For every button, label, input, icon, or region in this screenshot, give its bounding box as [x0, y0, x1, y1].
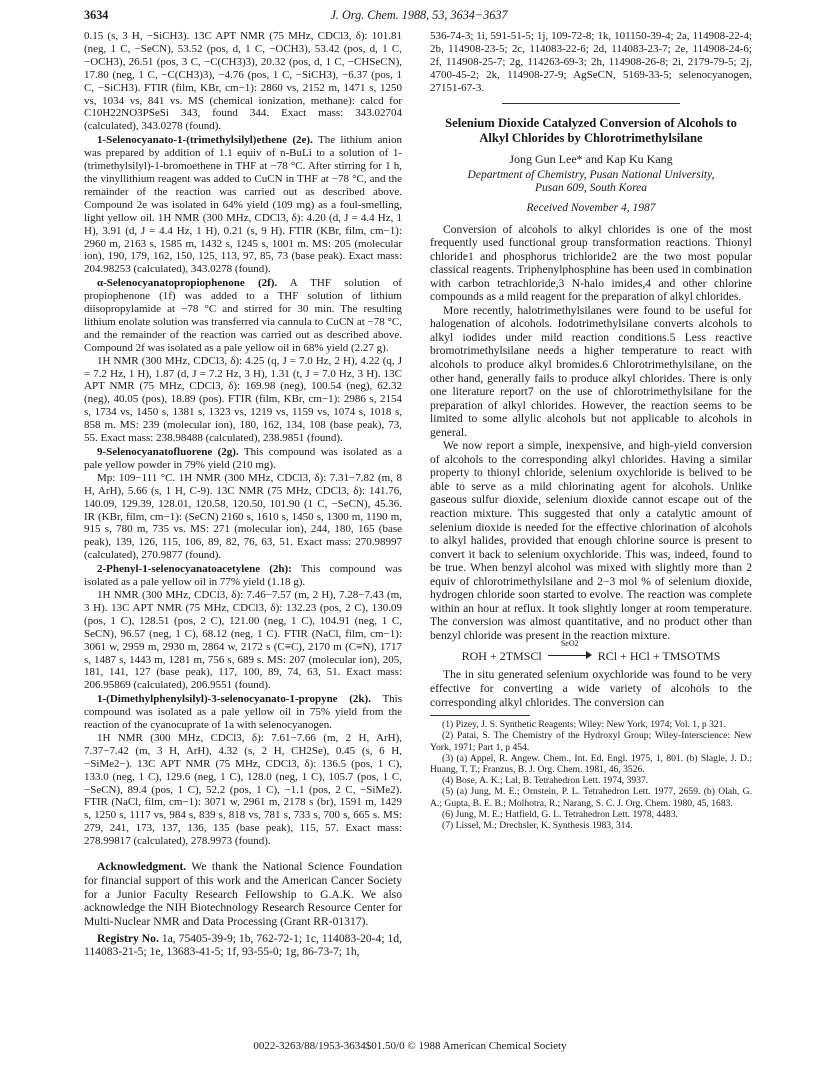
article-authors: Jong Gun Lee* and Kap Ku Kang — [509, 151, 673, 166]
body-paragraph-2: More recently, halotrimethylsilanes were found to be useful for halogenation of alcohols. Iodotrimethylsilane converts alcohols to alkyl iodides under mild reaction conditions.5 Less reactive bromotrimethylsilane needs a higher temperature to react with alcohols to produce alkyl bromides.6 Chlorotrimethylsilane, on the other hand, generally fails to produce alkyl chlorides. There is only one literature report7 on the use of chlorotrimethylsilane for the preparation of alkyl chlorides. However, the reaction seems to be limited to some allylic alcohols but not applicable to alcohols in general. — [430, 303, 752, 439]
affiliation — [430, 169, 752, 196]
footnote-2: (2) Patai, S. The Chemistry of the Hydroxyl Group; Wiley-Interscience: New York, 1971; Part 1, p 454. — [430, 730, 752, 753]
equation-reactants: ROH + 2TMSCl — [461, 648, 542, 663]
compound-2g-heading: 9-Selenocyanatofluorene (2g). — [97, 446, 239, 458]
received-date: Received November 4, 1987 — [526, 201, 656, 214]
body-paragraph-1: Conversion of alcohols to alkyl chlorides is one of the most frequently used functional group transformation reactions. Thionyl chloride1 and phosphorus trichloride2 are the two most popular classical reagents. Triphenylphosphine has been used in combination with carbon tetrachloride,3 N-halo imides,4 and other chlorine compounds as a mild reagent for the preparation of alkyl chlorides. — [430, 222, 752, 304]
footnote-5: (5) (a) Jung, M. E.; Ornstein, P. L. Tetrahedron Lett. 1977, 2659. (b) Olah, G. A.; Gupta, B. E. B.; Molhotra, R.; Narang, S. C. J. Org. Chem. 1980, 45, 1683. — [430, 786, 752, 809]
compound-2e-paragraph: 1-Selenocyanato-1-(trimethylsilyl)ethene (2e). The lithium anion was prepared by addition of 1.1 equiv of n-BuLi to a solution of 1-(trimethylsilyl)-1-bromoethene in THF at −78 °C. After stirring for 1 h, the vinyllithium reagent was added to CuCN in THF at −78 °C, and the remainder of the reaction was carried out as described above. Compound 2e was isolated in 64% yield (109 mg) as a foul-smelling, light yellow oil. 1H NMR (300 MHz, CDCl3, δ): 4.20 (d, J = 4.4 Hz, 1 H), 3.91 (d, J = 4.4 Hz, 1 H), 0.21 (s, 9 H). FTIR (KBr, film, cm−1): 2960 m, 2163 s, 1585 m, 1432 s, 1245 s, 1001 m. MS: 205 (molecular ion), 190, 179, 162, 150, 125, 113, 97, 85, 73 (base peak). Exact mass: 204.98253 (calculated), 343.0278 (found). — [84, 134, 402, 276]
left-column — [84, 30, 402, 959]
compound-2g-data: Mp: 109−111 °C. 1H NMR (300 MHz, CDCl3, δ): 7.31−7.82 (m, 8 H, ArH), 5.66 (s, 1 H, C-9). 13C NMR (75 MHz, CDCl3, δ): 141.76, 140.09, 129.39, 128.01, 120.58, 120.50, 101.90 (1 C, −SeCN), 45.36. IR (KBr, film, cm−1): (SeCN) 2160 s, 1610 s, 1450 s, 1300 m, 1190 m, 915 s, 780 m, 735 vs. MS: 271 (molecular ion), 244, 180, 165 (base peak), 139, 126, 115, 106, 89, 82, 76, 63, 51. Exact mass: 270.98997 (calculated), 270.9877 (found). — [84, 471, 402, 562]
footnote-7: (7) Lissel, M.; Drechsler, K. Synthesis 1983, 314. — [442, 819, 633, 831]
experimental-continued: 0.15 (s, 3 H, −SiCH3). 13C APT NMR (75 MHz, CDCl3, δ): 101.81 (neg, 1 C, −SeCN), 53.52 (pos, d, 1 C, −OCH3), 53.42 (pos, d, 1 C, −OCH3), 26.51 (pos, 3 C, −C(CH3)3), 20.32 (pos, d, 1 C, −CHSeCN), 17.80 (neg, 1 C, −C(CH3)3), −4.76 (pos, 1 C, −SiCH3), −6.37 (pos, 1 C, −SiCH3). FTIR (film, KBr, cm−1): 2860 vs, 2152 m, 1471 s, 1250 vs, 1034 vs, 841 vs. MS (chemical ionization, methane): calcd for C10H22NO3PSeSi 343, found 344. Exact mass: 343.02704 (calculated), 343.0278 (found). — [84, 30, 402, 133]
footnote-1: (1) Pizey, J. S. Synthetic Reagents; Wiley: New York, 1974; Vol. 1, p 321. — [442, 719, 726, 731]
affiliation-line-2: Pusan 609, South Korea — [534, 182, 648, 195]
compound-2f-heading: α-Selenocyanatopropiophenone (2f). — [97, 277, 278, 290]
page-number: 3634 — [84, 8, 109, 22]
article-title: Selenium Dioxide Catalyzed Conversion of Alcohols to Alkyl Chlorides by Chlorotrimethylsilane — [445, 115, 737, 145]
compound-2g-paragraph: 9-Selenocyanatofluorene (2g). This compound was isolated as a pale yellow powder in 79% yield (210 mg). — [84, 446, 402, 471]
compound-2f-data: 1H NMR (300 MHz, CDCl3, δ): 4.25 (q, J = 7.0 Hz, 2 H), 4.22 (q, J = 7.2 Hz, 1 H), 1.87 (d, J = 7.2 Hz, 3 H), 1.31 (t, J = 7.0 Hz, 3 H). 13C APT NMR (75 MHz, CDCl3, δ): 169.98 (neg), 100.54 (neg), 62.32 (neg), 40.05 (pos), 18.89 (pos). FTIR (film, KBr, cm−1): 2986 s, 2154 s, 1734 vs, 1450 s, 1381 s, 1323 vs, 1219 vs, 1159 vs, 1074 s, 1018 s, 858 m. MS: 239 (molecular ion), 180, 162, 134, 108 (base peak), 73, 55. Exact mass: 238.98488 (calculated), 238.9851 (found). — [84, 354, 402, 445]
compound-2h-data: 1H NMR (300 MHz, CDCl3, δ): 7.46−7.57 (m, 2 H), 7.28−7.43 (m, 3 H). 13C APT NMR (75 MHz, CDCl3, δ): 132.23 (pos, 2 C), 130.09 (pos, 1 C), 128.51 (pos, 2 C), 121.00 (neg, 1 C), 104.91 (neg, 1 C, SeCN), 96.57 (neg, 1 C), 68.12 (neg, 1 C). FTIR (NaCl, film, cm−1): 3061 w, 2959 m, 2930 m, 2864 w, 2172 s (C≡C), 2170 m (C≡N), 1717 s, 1487 s, 1443 m, 1281 m, 756 s, 689 s. MS: 207 (molecular ion), 205, 181, 141, 127 (base peak), 117, 100, 89, 74, 63, 51. Exact mass: 206.95869 (calculated), 206.9551 (found). — [84, 588, 402, 692]
body-paragraph-3: We now report a simple, inexpensive, and high-yield conversion of alcohols to the corresponding alkyl chlorides. Having a similar property to thionyl chloride, selenium oxychloride is belived to be able to serve as a mild chlorinating agent for alcohols. Unlike gaseous sulfur dioxide, selenium dioxide cannot escape out of the reaction mixture. This suggested that only a catalytic amount of selenium dioxide is needed for the effective chlorination of alcohols to alkyl halides, provided that enough chlorine source is present to convert it back to selenium oxychloride. This was, indeed, found to be true. When benzyl alcohol was mixed with slightly more than 2 equiv of chlorotrimethylsilane and 2−3 mol % of selenium dioxide, hydrogen chloride soon started to evolve. The reaction was complete within an hour at reflux. It took slightly longer at room temperature. The conversion was almost quantitative, and no product other than benzyl chloride was present in the reaction mixture. — [430, 439, 752, 642]
footnote-4: (4) Bose, A. K.; Lal, B. Tetrahedron Lett. 1974, 3937. — [442, 775, 649, 787]
affiliation-line-1: Department of Chemistry, Pusan National University, — [467, 168, 715, 181]
running-header — [84, 8, 754, 26]
catalyst-label: SeO2 — [560, 639, 579, 649]
footnote-separator — [430, 715, 530, 716]
acknowledgment: Acknowledgment. We thank the National Science Foundation for financial support of this work and the American Cancer Society for a Junior Faculty Research Fellowship to G.A.K. We also acknowledge the NIH Biotechnology Research Resource Center for Multi-Nuclear NMR and Data Processing (Grant RR-01317). — [84, 860, 402, 928]
footnote-6: (6) Jung, M. E.; Hatfield, G. L. Tetrahedron Lett. 1978, 4483. — [442, 808, 679, 820]
right-column — [430, 30, 752, 831]
reaction-equation — [430, 639, 752, 663]
registry-numbers-continued: 536-74-3; 1i, 591-51-5; 1j, 109-72-8; 1k, 101150-39-4; 2a, 114908-22-4; 2b, 114908-23-5; 2c, 114083-22-6; 2d, 114083-23-7; 2e, 114908-24-6; 2f, 114908-25-7; 2g, 114263-69-3; 2h, 114908-26-8; 2i, 2179-79-5; 2j, 4700-45-2; 2k, 114908-27-9; AgSeCN, 5169-33-5; selenocyanogen, 27151-67-3. — [430, 30, 752, 94]
compound-2k-heading: 1-(Dimethylphenylsilyl)-3-selenocyanato-1-propyne (2k). — [97, 693, 371, 706]
footnote-3: (3) (a) Appel, R. Angew. Chem., Int. Ed. Engl. 1975, 1, 801. (b) Slagle, J. D.; Huang, T. T.; Franzus, B. J. Org. Chem. 1981, 46, 3526. — [430, 752, 752, 775]
body-paragraph-4: The in situ generated selenium oxychloride was found to be very effective for converting a wide variety of alcohols to the corresponding alkyl chlorides. The conversion can — [430, 668, 752, 709]
compound-2h-heading: 2-Phenyl-1-selenocyanatoacetylene (2h): — [97, 563, 292, 576]
acknowledgment-heading: Acknowledgment. — [97, 860, 187, 874]
compound-2h-paragraph: 2-Phenyl-1-selenocyanatoacetylene (2h): This compound was isolated as a pale yellow oil in 77% yield (1.18 g). — [84, 563, 402, 589]
journal-citation: J. Org. Chem. 1988, 53, 3634−3637 — [330, 8, 508, 22]
registry-numbers: Registry No. 1a, 75405-39-9; 1b, 762-72-1; 1c, 114083-20-4; 1d, 114083-21-5; 1e, 13683-41-5; 1f, 93-55-0; 1g, 86-73-7; 1h, — [84, 931, 402, 959]
article-separator — [502, 103, 680, 104]
copyright-footer: 0022-3263/88/1953-3634$01.50/0 © 1988 American Chemical Society — [253, 1040, 567, 1052]
compound-2k-paragraph: 1-(Dimethylphenylsilyl)-3-selenocyanato-1-propyne (2k). This compound was isolated as a pale yellow oil in 75% yield from the reaction of the cyanocuprate of 1a with selenocyanogen. — [84, 693, 402, 732]
reaction-arrow — [548, 639, 592, 662]
equation-products: RCl + HCl + TMSOTMS — [597, 648, 721, 663]
compound-2e-heading: 1-Selenocyanato-1-(trimethylsilyl)ethene (2e). — [97, 134, 313, 147]
compound-2f-paragraph: α-Selenocyanatopropiophenone (2f). A THF solution of propiophenone (1f) was added to a THF solution of lithium diisopropylamide at −78 °C and stirred for 30 min. The resulting lithium enolate solution was transferred via cannula to CuCN at −78 °C, and the remainder of the reaction was carried out as described above. Compound 2f was isolated as a pale yellow oil in 68% yield (2.27 g). — [84, 277, 402, 354]
compound-2k-data: 1H NMR (300 MHz, CDCl3, δ): 7.61−7.66 (m, 2 H, ArH), 7.37−7.42 (m, 3 H, ArH), 4.32 (s, 2 H, CH2Se), 0.45 (s, 6 H, −SiMe2−). 13C APT NMR (75 MHz, CDCl3, δ): 136.5 (pos, 1 C), 133.0 (neg, 1 C), 129.6 (neg, 1 C), 128.0 (neg, 1 C), 105.7 (pos, 1 C, −SeCN), 89.4 (pos, 1 C), 52.2 (pos, 1 C), −1.1 (pos, 2 C, −SiMe2). FTIR (NaCl, film, cm−1): 3071 w, 2961 m, 2178 s (br), 1591 m, 1429 s, 1250 s, 1117 vs, 984 s, 839 s, 818 vs, 781 s, 733 s, 700 s, 665 s. MS: 279, 241, 173, 137, 136, 135 (base peak), 115, 57. Exact mass: 278.99817 (calculated), 278.9973 (found). — [84, 731, 402, 848]
registry-heading: Registry No. — [97, 931, 159, 945]
